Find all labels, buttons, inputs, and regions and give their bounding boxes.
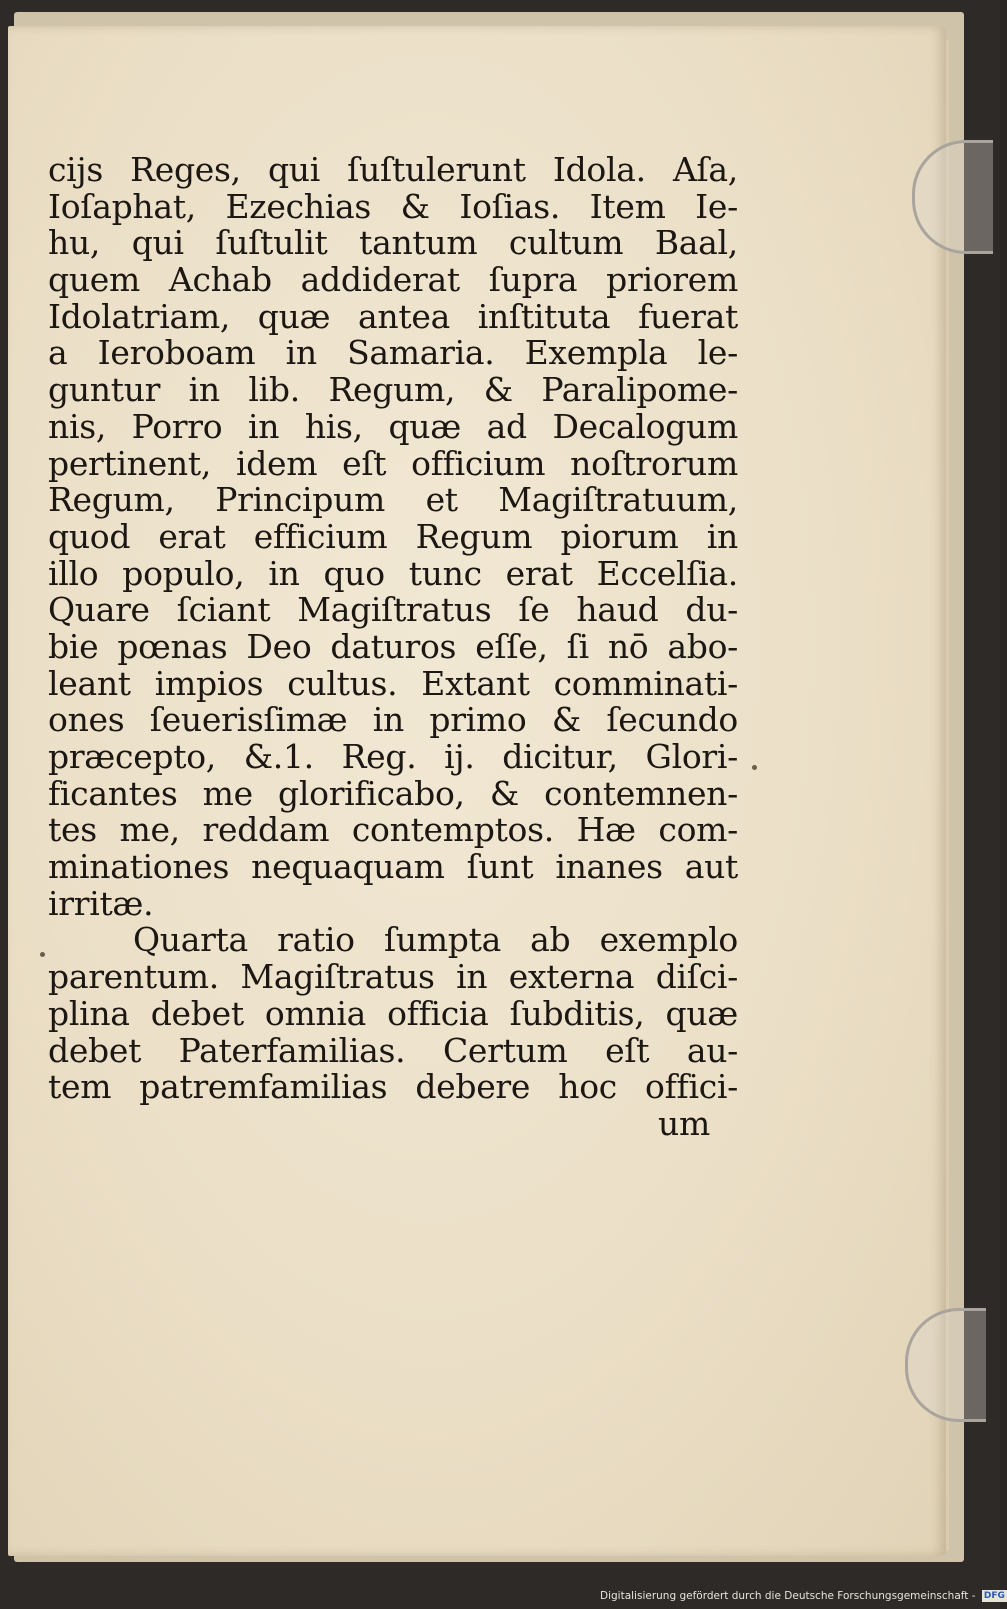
- text-line: Quare ſciant Magiſtratus ſe haud du-: [48, 590, 738, 630]
- text-line: debet Paterfamilias. Certum eſt au-: [48, 1030, 738, 1070]
- text-line: cijs Reges, qui ſuſtulerunt Idola. Aſa,: [48, 150, 738, 189]
- text-line: parentum. Magiſtratus in externa diſci-: [48, 957, 738, 997]
- text-line: Regum, Principum et Magiſtratuum,: [48, 480, 738, 520]
- text-line: Ioſaphat, Ezechias & Ioſias. Item Ie-: [48, 186, 738, 226]
- text-line: quod erat efficium Regum piorum in: [48, 516, 738, 556]
- text-line: tes me, reddam contemptos. Hæ com-: [48, 810, 738, 850]
- text-line: Quarta ratio ſumpta ab exemplo: [133, 920, 738, 960]
- credit-text: Digitalisierung gefördert durch die Deutsche Forschungsgemeinschaft -: [600, 1590, 976, 1602]
- text-line: hu, qui ſuſtulit tantum cultum Baal,: [48, 223, 738, 263]
- text-line: guntur in lib. Regum, & Paralipome-: [48, 370, 738, 410]
- text-line: a Ieroboam in Samaria. Exempla le-: [48, 333, 738, 373]
- text-line: illo populo, in quo tunc erat Eccelſia.: [48, 553, 738, 593]
- text-line: ones ſeuerisſimæ in primo & ſecundo: [48, 700, 738, 740]
- page-text: [48, 152, 738, 1143]
- text-line: ficantes me glorificabo, & contemnen-: [48, 773, 738, 813]
- text-line: præcepto, &.1. Reg. ij. dicitur, Glori-: [48, 737, 738, 776]
- catchword: um: [658, 1103, 710, 1143]
- text-line: minationes nequaquam ſunt inanes aut: [48, 847, 738, 887]
- text-line: quem Achab addiderat ſupra priorem: [48, 260, 738, 300]
- text-line: bie pœnas Deo daturos eſſe, ſi nō abo-: [48, 626, 738, 666]
- digitization-credit: [600, 1590, 1005, 1608]
- dfg-logo: DFG: [983, 1591, 1005, 1601]
- text-line: irritæ.: [48, 883, 154, 923]
- ink-speck: [40, 952, 45, 957]
- text-line: pertinent, idem eſt officium noſtrorum: [48, 443, 738, 483]
- text-line: tem patremfamilias debere hoc offici-: [48, 1067, 738, 1107]
- text-line: nis, Porro in his, quæ ad Decalogum: [48, 406, 738, 446]
- text-line: leant impios cultus. Extant comminati-: [48, 663, 738, 703]
- text-line: plina debet omnia officia ſubditis, quæ: [48, 993, 738, 1033]
- text-line: Idolatriam, quæ antea inſtituta fuerat: [48, 296, 738, 336]
- ink-speck: [752, 765, 757, 770]
